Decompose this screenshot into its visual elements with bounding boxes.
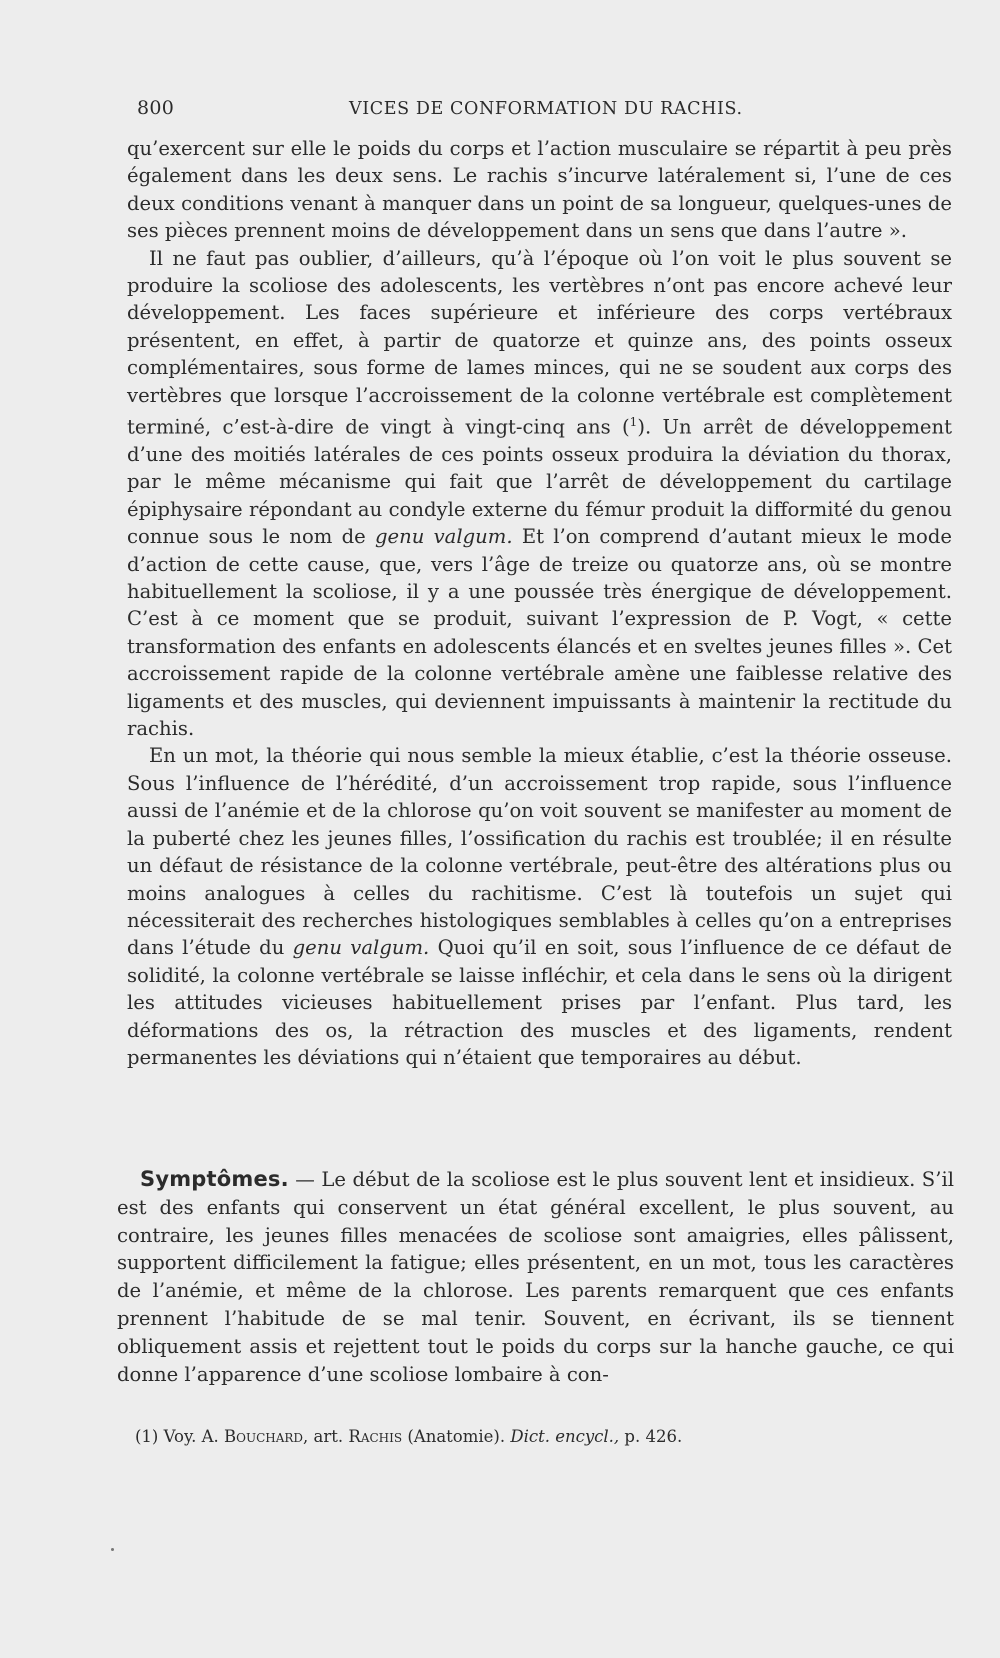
footnote-author: Bouchard xyxy=(224,1427,304,1446)
footnote-marker: (1) xyxy=(135,1427,159,1446)
paragraph-2-text-b: ). Un arrêt de développement d’une des moitiés latérales de ces points osseux produira la déviation du thorax, par le même mécanisme qui fait que l’arrêt de développement du cartilage épiphysaire répondant au condyle externe du fémur produit la difformité du genou connue sous le nom de xyxy=(127,415,953,549)
footnote-pre: Voy. A. xyxy=(163,1427,224,1446)
footnote-article: Rachis xyxy=(348,1427,403,1446)
symptoms-paragraph xyxy=(117,1166,954,1388)
paragraph-2-text-c: Et l’on comprend d’autant mieux le mode d’action de cette cause, que, vers l’âge de treize ou quatorze ans, où se montre habituellement la scoliose, il y a une poussée très énergique de développement. C’est à ce moment que se produit, suivant l’expression de P. Vogt, « cette transformation des enfants en adolescents élancés et en sveltes jeunes filles ». Cet accroissement rapide de la colonne vertébrale amène une faiblesse relative des ligaments et des muscles, qui deviennent impuissants à maintenir la rectitude du rachis. xyxy=(127,525,952,741)
footnote-page: p. 426. xyxy=(619,1427,683,1446)
paragraph-3 xyxy=(127,742,952,1071)
footnote xyxy=(135,1426,955,1448)
page-header xyxy=(137,97,757,131)
body-text xyxy=(127,135,952,1071)
page-number: 800 xyxy=(137,97,175,119)
footnote-topic: (Anatomie). xyxy=(402,1427,511,1446)
paragraph-2-emphasis: genu valgum. xyxy=(374,525,513,549)
running-title: VICES DE CONFORMATION DU RACHIS. xyxy=(349,99,743,119)
symptoms-text: — Le début de la scoliose est le plus souvent lent et insidieux. S’il est des enfants qui conservent un état général excellent, le plus souvent, au contraire, les jeunes filles menacées de scoliose sont amaigries, elles pâlissent, supportent difficilement la fatigue; elles présentent, en un mot, tous les caractères de l’anémie, et même de la chlorose. Les parents remarquent que ces enfants prennent l’habitude de se mal tenir. Souvent, en écrivant, ils se tiennent obliquement assis et rejettent tout le poids du corps sur la hanche gauche, ce qui donne l’apparence d’une scoliose lombaire à con- xyxy=(117,1168,954,1386)
footnote-journal: Dict. encycl., xyxy=(510,1427,620,1446)
section-heading: Symptômes. xyxy=(140,1167,289,1191)
symptoms-section xyxy=(117,1166,954,1388)
paragraph-3-text-b: Quoi qu’il en soit, sous l’influence de ce défaut de solidité, la colonne vertébrale se laisse infléchir, et cela dans le sens où la dirigent les attitudes vicieuses habituellement prises par l’enfant. Plus tard, les déformations des os, la rétraction des muscles et des ligaments, rendent permanentes les déviations qui n’étaient que temporaires au début. xyxy=(127,936,953,1069)
paragraph-3-text-a: En un mot, la théorie qui nous semble la mieux établie, c’est la théorie osseuse. Sous l’influence de l’hérédité, d’un accroissement trop rapide, sous l’influence aussi de l’anémie et de la chlorose qu’on voit souvent se manifester au moment de la puberté chez les jeunes filles, l’ossification du rachis est troublée; il en résulte un défaut de résistance de la colonne vertébrale, peut-être des altérations plus ou moins analogues à celles du rachitisme. C’est là toutefois un sujet qui nécessiterait des recherches histologiques semblables à celles qu’on a entreprises dans l’étude du xyxy=(127,744,952,960)
footnote-ref: 1 xyxy=(629,415,638,430)
paragraph-3-emphasis: genu valgum. xyxy=(292,936,430,960)
paragraph-1: qu’exercent sur elle le poids du corps et l’action musculaire se répartit à peu près également dans les deux sens. Le rachis s’incurve latéralement si, l’une de ces deux conditions venant à manquer dans un point de sa longueur, quelques-unes de ses pièces prennent moins de développement dans un sens que dans l’autre ». xyxy=(127,137,952,243)
paragraph-2 xyxy=(127,245,952,743)
paper-speck xyxy=(111,1548,114,1551)
paragraph-2-text-a: Il ne faut pas oublier, d’ailleurs, qu’à l’époque où l’on voit le plus souvent se produire la scoliose des adolescents, les vertèbres n’ont pas encore achevé leur développement. Les faces supérieure et inférieure des corps vertébraux présentent, en effet, à partir de quatorze et quinze ans, des points osseux complémentaires, sous forme de lames minces, qui ne se soudent aux corps des vertèbres que lorsque l’accroissement de la colonne vertébrale est complètement terminé, c’est-à-dire de vingt à vingt-cinq ans ( xyxy=(127,246,952,439)
footnote-mid: , art. xyxy=(303,1427,349,1446)
